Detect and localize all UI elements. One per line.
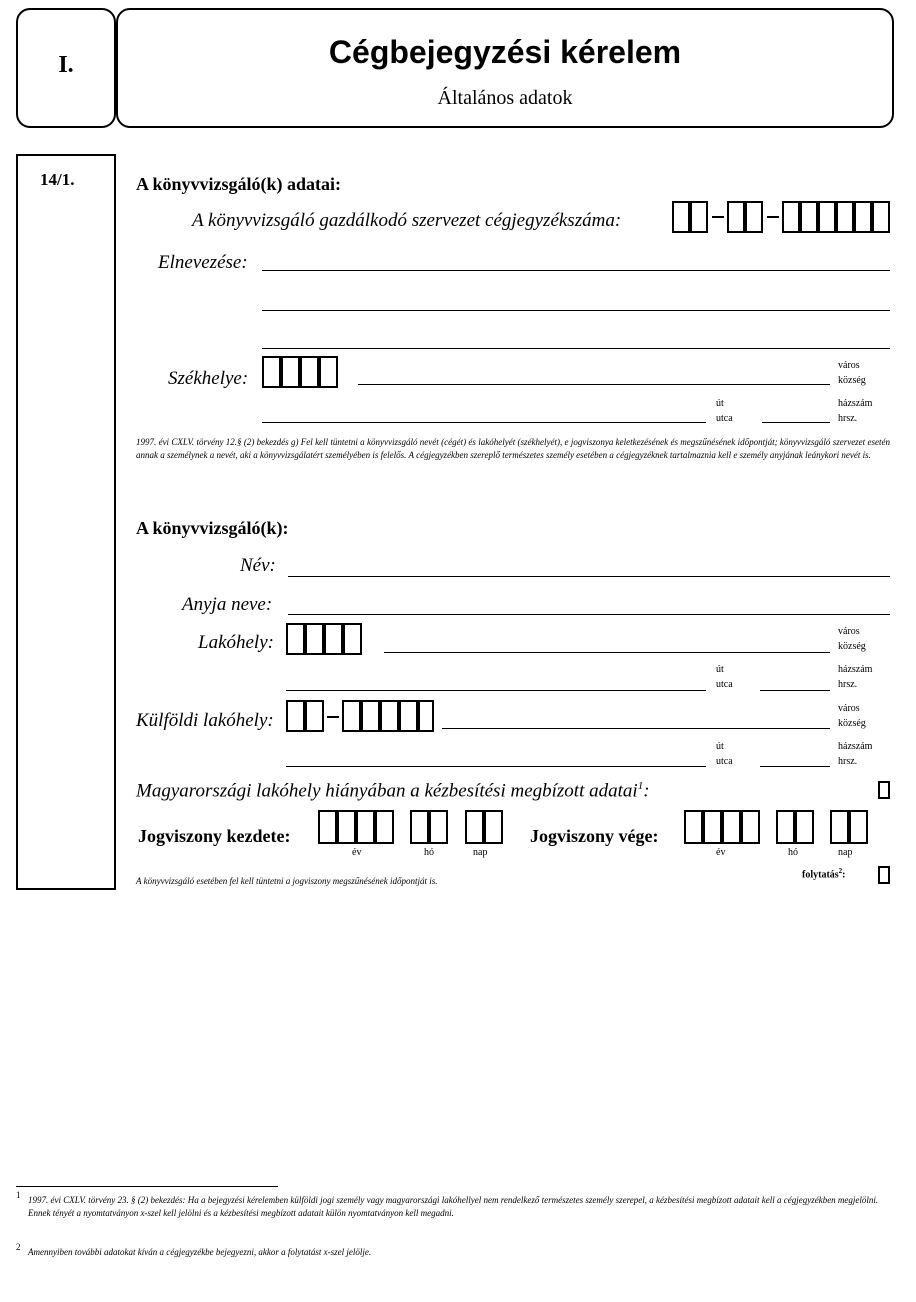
seat-city-line[interactable] [358,384,830,385]
seat-hazszam-label: házszám [838,398,873,409]
start-day-1[interactable] [465,810,484,844]
kulfoldi-hazszam-label: házszám [838,741,873,752]
start-year-2[interactable] [337,810,356,844]
kulfoldi-zip-1[interactable] [342,700,361,732]
delivery-agent-checkbox[interactable] [878,781,890,799]
start-month-1[interactable] [410,810,429,844]
lakohely-zip-1[interactable] [286,623,305,655]
start-ho-label: hó [424,847,434,858]
reg-digit-7[interactable] [818,201,836,233]
seat-zip-1[interactable] [262,356,281,388]
kulfoldi-kozseg-label: község [838,718,866,729]
end-month-1[interactable] [776,810,795,844]
reg-digit-2[interactable] [690,201,708,233]
seat-kozseg-label: község [838,375,866,386]
nev-line[interactable] [288,576,890,577]
seat-number-line[interactable] [762,422,830,423]
seat-zip-2[interactable] [281,356,300,388]
end-year-4[interactable] [741,810,760,844]
delivery-footnote-mark: 1 [637,780,644,792]
kulfoldi-zip-2[interactable] [361,700,380,732]
footnote-2 [16,1242,892,1259]
end-nap-label: nap [838,847,853,858]
kulfoldi-zip-4[interactable] [399,700,418,732]
reg-digit-5[interactable] [782,201,800,233]
footnote-separator [16,1186,278,1187]
folytatas-text: folytatás [802,869,839,881]
auditor-data-heading: A könyvvizsgáló(k) adatai: [136,174,342,194]
kulfoldi-zip-5[interactable] [418,700,434,732]
page-subtitle: Általános adatok [437,87,573,109]
lakohely-street-line[interactable] [286,690,706,691]
reg-digit-4[interactable] [745,201,763,233]
anyja-label: Anyja neve: [182,594,273,615]
kulfoldi-country-2[interactable] [305,700,324,732]
reg-digit-1[interactable] [672,201,690,233]
reg-digit-3[interactable] [727,201,745,233]
kulfoldi-number-line[interactable] [760,766,830,767]
end-date-label: Jogviszony vége: [530,826,659,846]
end-year-2[interactable] [703,810,722,844]
anyja-line[interactable] [288,614,890,615]
folytatas-checkbox[interactable] [878,866,890,884]
delivery-label [136,780,650,802]
start-day-2[interactable] [484,810,503,844]
lakohely-zip-2[interactable] [305,623,324,655]
end-day-1[interactable] [830,810,849,844]
section-code: 14/1. [40,170,75,189]
kulfoldi-ut-label: út [716,741,724,752]
start-year-3[interactable] [356,810,375,844]
lakohely-hazszam-label: házszám [838,664,873,675]
folytatas-label [802,867,846,880]
header-roman-numeral: I. [58,52,74,78]
seat-utca-label: utca [716,413,733,424]
footnote-1-text: 1997. évi CXLV. törvény 23. § (2) bekezdés: Ha a bejegyzési kérelemben külföldi jogi személy vagy magyarországi lakóhellyel nem rendelkező természetes személy szerepel, a kézbesítési megbízott adatait kell a cégjegyzékben megjelölni. Ennek tényét a nyomtatványon x-szel kell jelölni és a kézbesítési megbízott adatait külön nyomtatványon kell megadni. [28,1195,879,1218]
kulfoldi-country-1[interactable] [286,700,305,732]
section-code-column [16,154,116,890]
seat-varos-label: város [838,360,860,371]
footnote-1-mark: 1 [16,1190,21,1200]
folytatas-footnote-mark: 2 [838,867,843,875]
auditors-heading: A könyvvizsgáló(k): [136,518,289,538]
org-reg-label: A könyvvizsgáló gazdálkodó szervezet cégjegyzékszáma: [192,210,622,231]
footnote-2-mark: 2 [16,1242,21,1252]
seat-hrsz-label: hrsz. [838,413,858,424]
lakohely-ut-label: út [716,664,724,675]
start-year-4[interactable] [375,810,394,844]
name-line-2[interactable] [262,310,890,311]
kulfoldi-street-line[interactable] [286,766,706,767]
reg-digit-8[interactable] [836,201,854,233]
delivery-colon: : [643,780,650,802]
kulfoldi-city-line[interactable] [442,728,830,729]
start-date-label: Jogviszony kezdete: [138,826,291,846]
page-title: Cégbejegyzési kérelem [328,34,682,70]
lakohely-label: Lakóhely: [198,632,274,653]
name-line-3[interactable] [262,348,890,349]
kulfoldi-utca-label: utca [716,756,733,767]
footnote-1 [16,1190,892,1219]
lakohely-number-line[interactable] [760,690,830,691]
lakohely-zip-4[interactable] [343,623,362,655]
kulfoldi-dash [327,716,339,718]
bottom-note: A könyvvizsgáló esetében fel kell tüntetni a jogviszony megszűnésének időpontját is. [136,876,438,886]
end-year-3[interactable] [722,810,741,844]
start-ev-label: év [352,847,362,858]
reg-digit-10[interactable] [872,201,890,233]
lakohely-utca-label: utca [716,679,733,690]
folytatas-colon: : [842,869,846,881]
start-nap-label: nap [473,847,488,858]
seat-ut-label: út [716,398,724,409]
kulfoldi-hrsz-label: hrsz. [838,756,858,767]
legal-note: 1997. évi CXLV. törvény 12.§ (2) bekezdés g) Fel kell tüntetni a könyvvizsgáló nevét (cégét) és lakóhelyét (székhelyét), e jogviszonya keletkezésének és megszűnésének időpontját; könyvvizsgáló szervezet esetén annak a személynek a nevét, aki a könyvvizsgálatért személyében is felelős. A cégjegyzékben szereplő természetes személy esetében a cégjegyzéknek tartalmaznia kell e személy anyjának leánykori nevét is. [136,437,890,460]
lakohely-kozseg-label: község [838,641,866,652]
delivery-label-text: Magyarországi lakóhely hiányában a kézbesítési megbízott adatai [136,780,638,802]
end-year-1[interactable] [684,810,703,844]
lakohely-varos-label: város [838,626,860,637]
start-month-2[interactable] [429,810,448,844]
reg-digit-6[interactable] [800,201,818,233]
end-ev-label: év [716,847,726,858]
seat-street-line[interactable] [262,422,706,423]
reg-dash-1 [712,216,724,218]
start-year-1[interactable] [318,810,337,844]
end-ho-label: hó [788,847,798,858]
reg-dash-2 [767,216,779,218]
lakohely-city-line[interactable] [384,652,830,653]
seat-zip-4[interactable] [319,356,338,388]
name-line-1[interactable] [262,270,890,271]
kulfoldi-label: Külföldi lakóhely: [136,710,274,731]
end-day-2[interactable] [849,810,868,844]
reg-digit-9[interactable] [854,201,872,233]
end-month-2[interactable] [795,810,814,844]
kulfoldi-zip-3[interactable] [380,700,399,732]
seat-label: Székhelye: [168,368,249,389]
footnote-2-text: Amennyiben további adatokat kíván a cégjegyzékbe bejegyezni, akkor a folytatást x-szel jelölje. [28,1247,372,1257]
lakohely-hrsz-label: hrsz. [838,679,858,690]
name-label: Elnevezése: [158,252,248,273]
seat-zip-3[interactable] [300,356,319,388]
kulfoldi-varos-label: város [838,703,860,714]
nev-label: Név: [240,555,276,576]
lakohely-zip-3[interactable] [324,623,343,655]
